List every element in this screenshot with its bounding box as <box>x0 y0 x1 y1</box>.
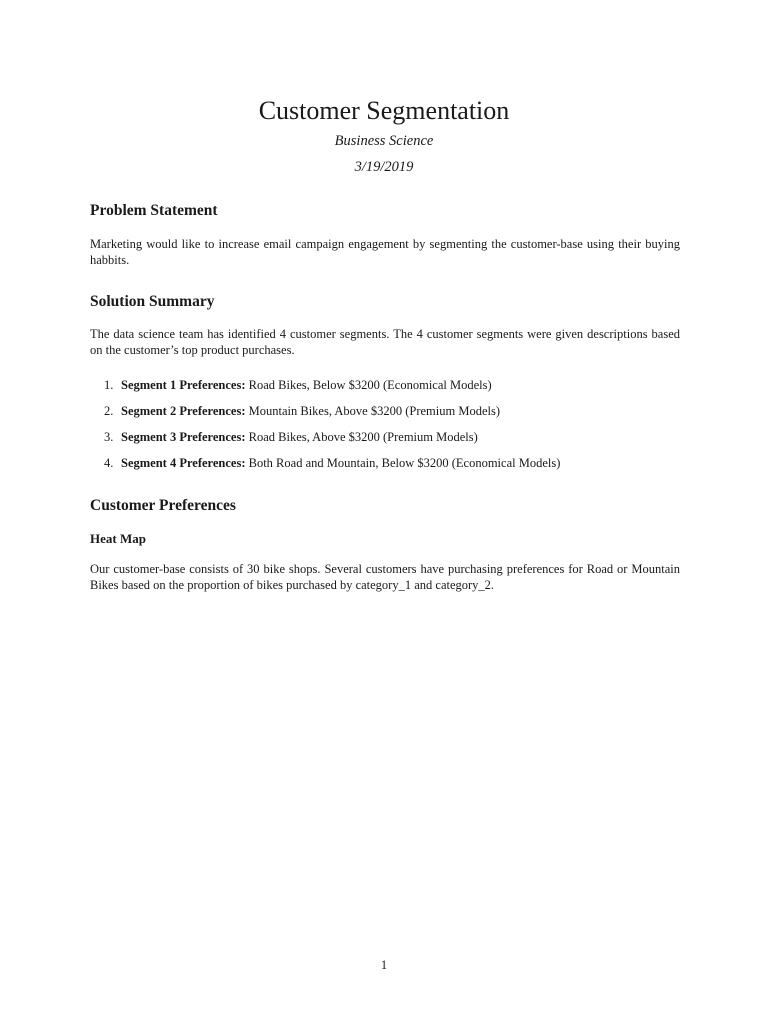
list-item-number: 2. <box>104 404 114 418</box>
document-date: 3/19/2019 <box>354 159 414 175</box>
customer-preferences-heading: Customer Preferences <box>90 497 236 514</box>
list-item-number: 3. <box>104 430 114 444</box>
segment-description: Both Road and Mountain, Below $3200 (Economical Models) <box>248 456 561 470</box>
customer-preferences-text: Our customer-base consists of 30 bike shops. Several customers have purchasing preferences for Road or Mountain Bikes based on the proportion of bikes purchased by category_1 and category_2. <box>90 562 680 592</box>
heat-map-subheading: Heat Map <box>90 531 146 546</box>
list-item <box>90 377 680 403</box>
segment-list <box>90 377 680 481</box>
solution-summary-heading: Solution Summary <box>90 293 215 310</box>
document-author: Business Science <box>334 133 434 149</box>
segment-description: Road Bikes, Above $3200 (Premium Models) <box>248 430 478 444</box>
list-item-number: 4. <box>104 456 114 470</box>
segment-label: Segment 1 Preferences: <box>121 378 246 392</box>
list-item <box>90 403 680 429</box>
segment-label: Segment 3 Preferences: <box>121 430 246 444</box>
segment-description: Mountain Bikes, Above $3200 (Premium Models) <box>248 404 500 418</box>
document-title: Customer Segmentation <box>258 96 510 125</box>
segment-label: Segment 4 Preferences: <box>121 456 246 470</box>
problem-statement-heading: Problem Statement <box>90 202 218 219</box>
list-item <box>90 429 680 455</box>
segment-description: Road Bikes, Below $3200 (Economical Models) <box>248 378 492 392</box>
list-item-number: 1. <box>104 378 114 392</box>
page-number: 1 <box>380 958 388 972</box>
segment-label: Segment 2 Preferences: <box>121 404 246 418</box>
problem-statement-text: Marketing would like to increase email campaign engagement by segmenting the customer-base using their buying habbits. <box>90 237 680 267</box>
list-item <box>90 455 680 481</box>
solution-summary-text: The data science team has identified 4 customer segments. The 4 customer segments were given descriptions based on the customer’s top product purchases. <box>90 327 680 357</box>
